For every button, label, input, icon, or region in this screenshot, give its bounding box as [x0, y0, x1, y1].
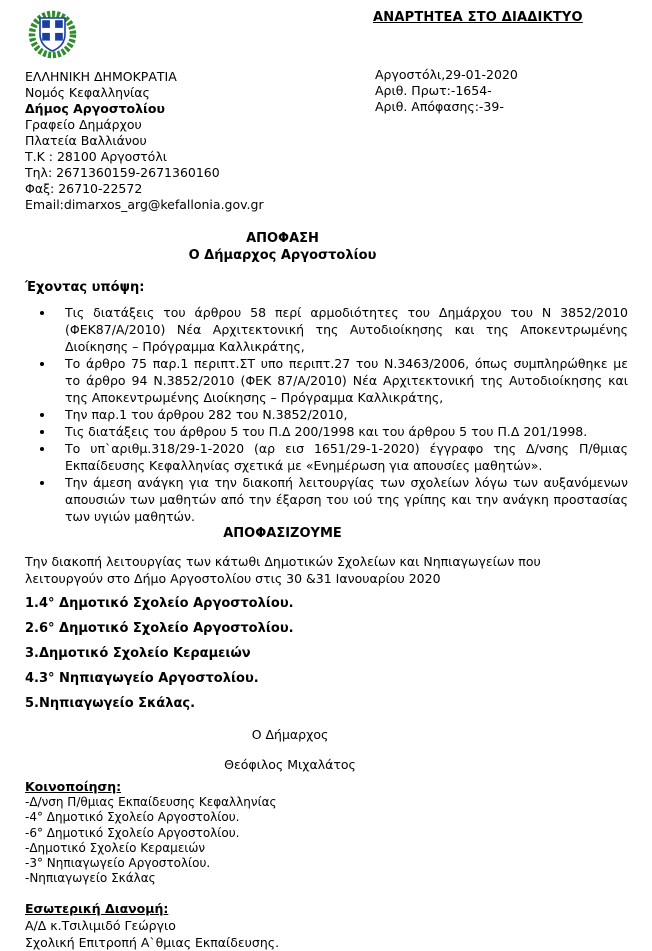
preamble-item: • Τις διατάξεις του άρθρου 58 περί αρμοδιότητες του Δημάρχου του Ν 3852/2010 (ΦΕΚ87/Α/2010) Νέα Αρχιτεκτονική της Αυτοδιοίκησης και της Αποκεντρωμένης Διοίκησης – Πρόγραμμα Καλλικράτης,: [55, 304, 628, 355]
internal-distribution-item: Α/Δ κ.Τσιλιμιδό Γεώργιο: [25, 917, 176, 933]
notification-section: [25, 778, 628, 887]
reference-protocol-number: Αριθ. Πρωτ:-1654-: [375, 83, 492, 98]
internal-distribution-label: Εσωτερική Διανομή:: [25, 900, 169, 916]
operative-heading: ΑΠΟΦΑΣΙΖΟΥΜΕ: [223, 526, 342, 541]
internal-distribution-item: Σχολική Επιτροπή Α`θμιας Εκπαίδευσης.: [25, 934, 280, 950]
agency-postal: Τ.Κ : 28100 Αργοστόλι: [25, 149, 167, 164]
notification-item: -Δημοτικό Σχολείο Κεραμειών: [25, 840, 206, 855]
preamble-label: Έχοντας υπόψη:: [25, 280, 145, 295]
notification-list: [25, 795, 628, 887]
preamble-item: • Το άρθρο 75 παρ.1 περιπτ.ΣΤ υπο περιπτ.27 του Ν.3463/2006, όπως συμπληρώθηκε με το άρθρο 94 Ν.3852/2010 (ΦΕΚ 87/Α/2010) Νέα Αρχιτεκτονική της Αυτοδιοίκησης και της Αποκεντρωμένης Διοίκησης – Πρόγραμμα Καλλικράτης,: [55, 355, 628, 406]
agency-phone: Τηλ: 2671360159-2671360160: [25, 165, 220, 180]
signature-name: Θεόφιλος Μιχαλάτος: [224, 757, 356, 772]
notification-item: -3° Νηπιαγωγείο Αργοστολίου.: [25, 856, 211, 871]
preamble-item: • Την παρ.1 του άρθρου 282 του Ν.3852/2010,: [55, 406, 628, 423]
school-item: 5.Νηπιαγωγείο Σκάλας.: [25, 696, 196, 711]
agency-state: ΕΛΛΗΝΙΚΗ ΔΗΜΟΚΡΑΤΙΑ: [25, 69, 177, 84]
hellenic-coat-of-arms-icon: [25, 8, 80, 63]
notification-item: -6° Δημοτικό Σχολείο Αργοστολίου.: [25, 825, 240, 840]
internet-posting-banner: ΑΝΑΡΤΗΤΕΑ ΣΤΟ ΔΙΑΔΙΚΤΥΟ: [373, 10, 583, 25]
notification-item: -Νηπιαγωγείο Σκάλας: [25, 871, 156, 886]
school-item: 1.4° Δημοτικό Σχολείο Αργοστολίου.: [25, 596, 294, 611]
notification-item: -4° Δημοτικό Σχολείο Αργοστολίου.: [25, 810, 240, 825]
reference-decision-number: Αριθ. Απόφασης:-39-: [375, 99, 504, 114]
agency-fax: Φαξ: 26710-22572: [25, 181, 143, 196]
school-item: 3.Δημοτικό Σχολείο Κεραμειών: [25, 646, 251, 661]
signature-block: [25, 727, 555, 773]
agency-prefecture: Νομός Κεφαλληνίας: [25, 85, 150, 100]
notification-label: Κοινοποίηση:: [25, 779, 122, 794]
agency-address: Πλατεία Βαλλιάνου: [25, 133, 147, 148]
notification-item: -Δ/νση Π/θμιας Εκπαίδευσης Κεφαλληνίας: [25, 795, 277, 809]
preamble-item: • Το υπ`αριθμ.318/29-1-2020 (αρ εισ 1651/29-1-2020) έγγραφο της Δ/νσης Π/θμιας Εκπαίδευσης Κεφαλληνίας σχετικά με «Ενημέρωση για απουσίες μαθητών».: [55, 440, 628, 474]
preamble-item: • Την άμεση ανάγκη για την διακοπή λειτουργίας των σχολείων λόγω των αυξανόμενων απουσιών των μαθητών από την έξαρση του ιού της γρίπης και την ανάγκη προστασίας των υγιών μαθητών.: [55, 474, 628, 525]
agency-office: Γραφείο Δημάρχου: [25, 117, 142, 132]
operative-body: Την διακοπή λειτουργίας των κάτωθι Δημοτικών Σχολείων και Νηπιαγωγείων που λειτουργούν στο Δήμο Αργοστολίου στις 30 &31 Ιανουαρίου 2020: [25, 554, 541, 586]
internal-distribution-section: [25, 900, 628, 951]
preamble-item: • Τις διατάξεις του άρθρου 5 του Π.Δ 200/1998 και του άρθρου 5 του Π.Δ 201/1998.: [55, 423, 628, 440]
agency-block: [25, 69, 628, 213]
reference-block: [375, 67, 518, 115]
decision-title: [25, 230, 540, 264]
school-item: 4.3° Νηπιαγωγείο Αργοστολίου.: [25, 671, 259, 686]
preamble-list: [25, 304, 628, 525]
signature-title: Ο Δήμαρχος: [251, 727, 329, 742]
agency-municipality: Δήμος Αργοστολίου: [25, 101, 165, 116]
reference-place-date: Αργοστόλι,29-01-2020: [375, 67, 518, 82]
decision-title-heading: ΑΠΟΦΑΣΗ: [246, 231, 319, 246]
agency-email: Email:dimarxos_arg@kefallonia.gov.gr: [25, 197, 264, 212]
internal-distribution-list: [25, 917, 628, 951]
decision-title-subheading: Ο Δήμαρχος Αργοστολίου: [188, 248, 377, 263]
school-item: 2.6° Δημοτικό Σχολείο Αργοστολίου.: [25, 621, 294, 636]
